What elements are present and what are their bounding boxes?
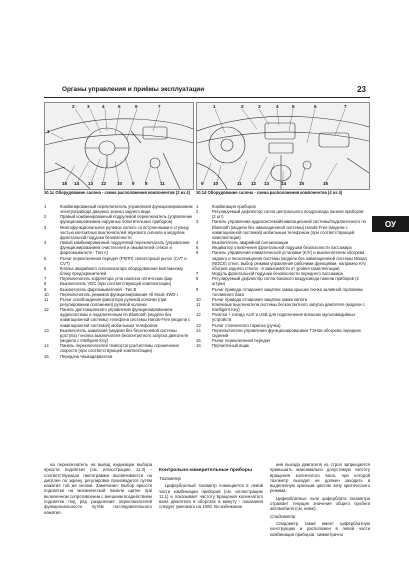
legend-item-number: 6 <box>44 265 47 271</box>
legend-item-text: Комбинированный переключатель управления функционированием электропривода дверных зеркал заднего вида <box>60 204 193 215</box>
legend-item-text: Левый комбинированный подрулевой переключатель (управление функционированием очистителей и омывателей стёкол и фароомывателя - Tип А) <box>60 240 190 256</box>
header-rule <box>44 97 370 98</box>
page-header <box>44 86 370 98</box>
callout: 9 <box>201 181 204 186</box>
legend-item-text: Индикатор отключения фронтальной подушки безопасности пассажира <box>212 245 352 251</box>
legend-item-number: 16 <box>196 343 201 349</box>
legend-item <box>44 343 194 353</box>
legend-item-number: 10 <box>196 296 201 302</box>
callout: 3 <box>87 104 90 109</box>
legend-item-text: Панель управления аудиосистемой/навигационной системы/подключенного по Bluetooth (модели без навигационной системы) Hands-Free (модели с навигационной системой) мобильным телефоном (при соответствующей комплектации) <box>212 219 366 240</box>
callout: 15 <box>299 181 305 186</box>
legend-item-number: 7 <box>196 271 199 277</box>
legend-item-text: Рычаг освобождения фиксатора рулевой колонки (при регулировании положения) рулевой колонки <box>60 296 167 307</box>
callout: 10 <box>117 181 123 186</box>
callout: 14 <box>74 181 80 186</box>
callout: 1 <box>213 104 216 109</box>
legend-item-text: Рычаг привода отпирания защёлки замка крышки лючка заливной горловины топливного бака <box>212 286 364 297</box>
legend-item <box>44 214 194 224</box>
legend-item-number: 1 <box>196 204 199 209</box>
callout: 10 <box>213 181 219 186</box>
paragraph: Циферблатный тахометр помещается в левой части комбинации приборов (см. иллюстрацию 11.1) и показывает частоту вращения коленчатого вала двигателя в оборотах в минуту - показания следует умножать на 1000. Во избежание <box>159 483 263 510</box>
legend-item <box>196 209 368 219</box>
callout: 2 <box>72 104 75 109</box>
callout: 7 <box>158 104 161 109</box>
callout: 13 <box>264 181 270 186</box>
callout: 11 <box>160 181 165 186</box>
legend-item-text: Кнопка аварийного сигнализатора оборудованная монтажному блоку предохранителей <box>60 265 183 277</box>
legend-item-number: 14 <box>44 343 49 349</box>
callout: 11 <box>237 181 242 186</box>
legend-item-text: Рычаг переключения передач <box>212 338 271 344</box>
legend-item-text: Модуль фронтальной подушки безопасности переднего пассажира <box>212 271 343 277</box>
legend-item-number: 15 <box>196 338 201 344</box>
legend-item-text: Многофункциональное рулевое колесо со встроенными в ступицу частью контактных выключателей звукового сигнала и модулем фронтальной подушки безопасности <box>60 224 190 240</box>
callout: 3 <box>258 104 261 109</box>
callout: 12 <box>101 181 107 186</box>
legend-item-text: Выключатель фароомывателей - Тип В <box>60 286 137 292</box>
legend-item-number: 2 <box>196 209 199 215</box>
figure-interior-right <box>196 102 370 190</box>
paragraph: ния выхода двигателя из строя запрещается превышать максимально допустимую частоту вращения коленчатого вала, при которой тахометр выходит не должен заходить в выделенную красным цветом зону критического режима. <box>270 462 370 494</box>
legend-item-number: 12 <box>44 307 49 313</box>
legend-item <box>196 287 368 297</box>
paragraph: Спидометр также имеет циферблатную конструкцию и расположен в левой части комбинации приборов, симметрично <box>270 520 370 537</box>
legend-item-text: Регулируемый дефлектор сопла бокового воздуховода панели приборов (2 штуки) <box>212 276 359 287</box>
legend-item <box>196 343 368 348</box>
legend-right <box>196 204 368 348</box>
legend-item-text: Перчаточный ящик <box>212 343 249 349</box>
legend-item-number: 3 <box>196 219 199 225</box>
paragraph: Циферблатные поле циферблата тахометра отражает текущие значения общего пробега автомобиля (см. ниже). <box>270 495 370 512</box>
legend-item-text: Выключатель VDC (при соответствующей комплектации) <box>60 281 172 287</box>
legend-item-number: 6 <box>196 250 199 256</box>
callout: 12 <box>251 181 257 186</box>
legend-item <box>196 219 368 240</box>
legend-item-number: 12 <box>196 312 201 318</box>
callout: 7 <box>344 104 347 109</box>
section-tab: ОУ <box>372 216 409 232</box>
callout: 4 <box>276 104 279 109</box>
legend-item-text: Комбинация приборов <box>212 204 256 209</box>
legend-item <box>44 307 194 328</box>
callout: 9 <box>132 181 135 186</box>
callout: 6 <box>135 104 138 109</box>
legend-item <box>44 266 194 276</box>
callout: 5 <box>292 104 295 109</box>
dashboard-left-illustration <box>45 103 193 189</box>
legend-item-text: Рычаг привода отпирания защёлки замка капота <box>212 296 308 302</box>
legend-item-text: Выключатель зажигания (модели без бесключевой системы доступа) / кнопка выключателя бесконтактного запуска двигателя (модели с Intelligent Key) <box>60 327 188 344</box>
legend-item-text: Панель переключателей темпостатуса/системы ограничения скорости (при соответствующей комплектации) <box>60 343 179 354</box>
legend-item <box>44 328 194 343</box>
legend-item-text: Переключатель корректора угла наклона оптических фар <box>60 276 173 282</box>
callout: 16 <box>323 181 329 186</box>
section-title: Контрольно-измерительные приборы <box>159 468 253 473</box>
legend-item-number: 8 <box>44 281 47 287</box>
legend-item-number: 13 <box>196 322 201 328</box>
figure-interior-left <box>44 102 194 190</box>
legend-item-number: 15 <box>44 353 49 359</box>
subsection-title: Тахометр <box>159 476 182 481</box>
legend-item-number: 4 <box>44 240 47 246</box>
legend-item <box>196 312 368 322</box>
legend-item <box>44 297 194 307</box>
legend-item-number: 2 <box>44 214 47 220</box>
callout: 8 <box>145 181 148 186</box>
callout: 15 <box>62 181 68 186</box>
legend-item-number: 1 <box>44 204 47 209</box>
figure-right-caption: 10.1d Оборудование салона - схема расположения компонентов (4 из 4) <box>196 190 343 195</box>
body-column-middle <box>159 468 263 512</box>
legend-item-number: 3 <box>44 224 47 230</box>
legend-item-text: Рычаг стояночного тормоза (ручка) <box>212 322 281 328</box>
legend-item <box>196 276 368 286</box>
legend-item <box>196 250 368 271</box>
legend-item <box>196 328 368 338</box>
legend-item-text: Регулируемый дефлектор сопла центрального воздуховода панели приборов (2 шт) <box>212 209 364 220</box>
legend-item-number: 13 <box>44 327 49 333</box>
legend-item <box>44 204 194 214</box>
callout: 4 <box>102 104 105 109</box>
legend-item-number: 9 <box>196 286 199 292</box>
dashboard-right-illustration <box>197 103 369 189</box>
callout: 14 <box>281 181 287 186</box>
legend-item-text: Передача чвыкадерватели <box>60 353 113 359</box>
body-column-right <box>270 462 370 539</box>
subsection-title: Спидометр <box>270 513 296 519</box>
legend-left <box>44 204 194 359</box>
callout: 5 <box>118 104 121 109</box>
callout: 13 <box>88 181 94 186</box>
legend-item-number: 7 <box>44 276 47 282</box>
legend-item-text: Переключатель режимов функционирования All Mode 4WD-i <box>60 291 178 297</box>
legend-item <box>44 256 194 266</box>
legend-item-text: Панель дистанционного управления функционированием аудиосистемы и подключенным по Bluetooth (модели без навигационной системы) телефона системы Hands-Free (модели с навигационной системой) мобильным телефоном <box>60 307 191 328</box>
legend-item-text: Розетка + гнёзда AUX и USB для подключения внешних мультимедийных устройств <box>212 312 356 323</box>
legend-item-text: Панель управления климатической установки (K/V) и выключателем обогрева заднего и пескоочищения системы (модели без навигационной системы Nissan (NDCS) стекл, выбор режима управления рабочими функциями, например K/V, обогрев заднего стекла - в зависимости от уровня комплектации) <box>212 250 367 271</box>
legend-item <box>44 225 194 240</box>
legend-item-number: 9 <box>44 286 47 292</box>
callout: 6 <box>314 104 317 109</box>
legend-item-text: Выключатель аварийной сигнализации <box>212 240 289 246</box>
legend-item-number: 4 <box>196 240 199 246</box>
legend-item-number: 14 <box>196 327 201 333</box>
callout: 2 <box>241 104 244 109</box>
legend-item-number: 5 <box>44 255 47 261</box>
legend-item-number: 10 <box>44 291 49 297</box>
legend-item <box>196 302 368 312</box>
legend-item <box>44 354 194 359</box>
legend-item-text: Правый комбинированный подрулевой переключатель (управление функционированием наружных осветительных приборов) <box>60 214 193 225</box>
legend-item <box>44 240 194 255</box>
legend-item-number: 5 <box>196 245 199 251</box>
figure-left-caption: 10.1c Оборудование салона - схема расположения компонентов (2 из 4) <box>44 190 190 195</box>
legend-item-number: 8 <box>196 276 199 282</box>
legend-item-text: Рычаг переключения передач (РКПП) селекторный рычаг (CVT и CVT) <box>60 255 187 266</box>
page-number: 23 <box>357 85 366 94</box>
legend-item-number: 11 <box>44 296 49 302</box>
header-title: Органы управления и приёмы эксплуатации <box>62 86 205 93</box>
legend-item-text: Ключевые выключатели системы бесконтактного запуска двигателя (модели с Intelligent Key) <box>212 301 365 313</box>
legend-item-number: 11 <box>196 301 201 307</box>
legend-item-text: Переключатели управления функционированием ТЭНов обогрева передних сидений <box>212 327 361 338</box>
callout: 1 <box>47 129 50 134</box>
body-column-left <box>44 462 152 517</box>
paragraph: на переключатель на вывод индикации выбора яркости подсветки (см. иллюстрацию 11.3) - соответствующая пиктограмма высвечивается на дисплее по экрану, регулировка производится путём нажатия той же кнопки. Замечание: Выбор яркости подсветки на механической панели щитке при включенном сопротивлении с внешним воздействием подсветки под ряд разделения переключателей функциональности путём последовательного нажатия. <box>44 462 152 515</box>
